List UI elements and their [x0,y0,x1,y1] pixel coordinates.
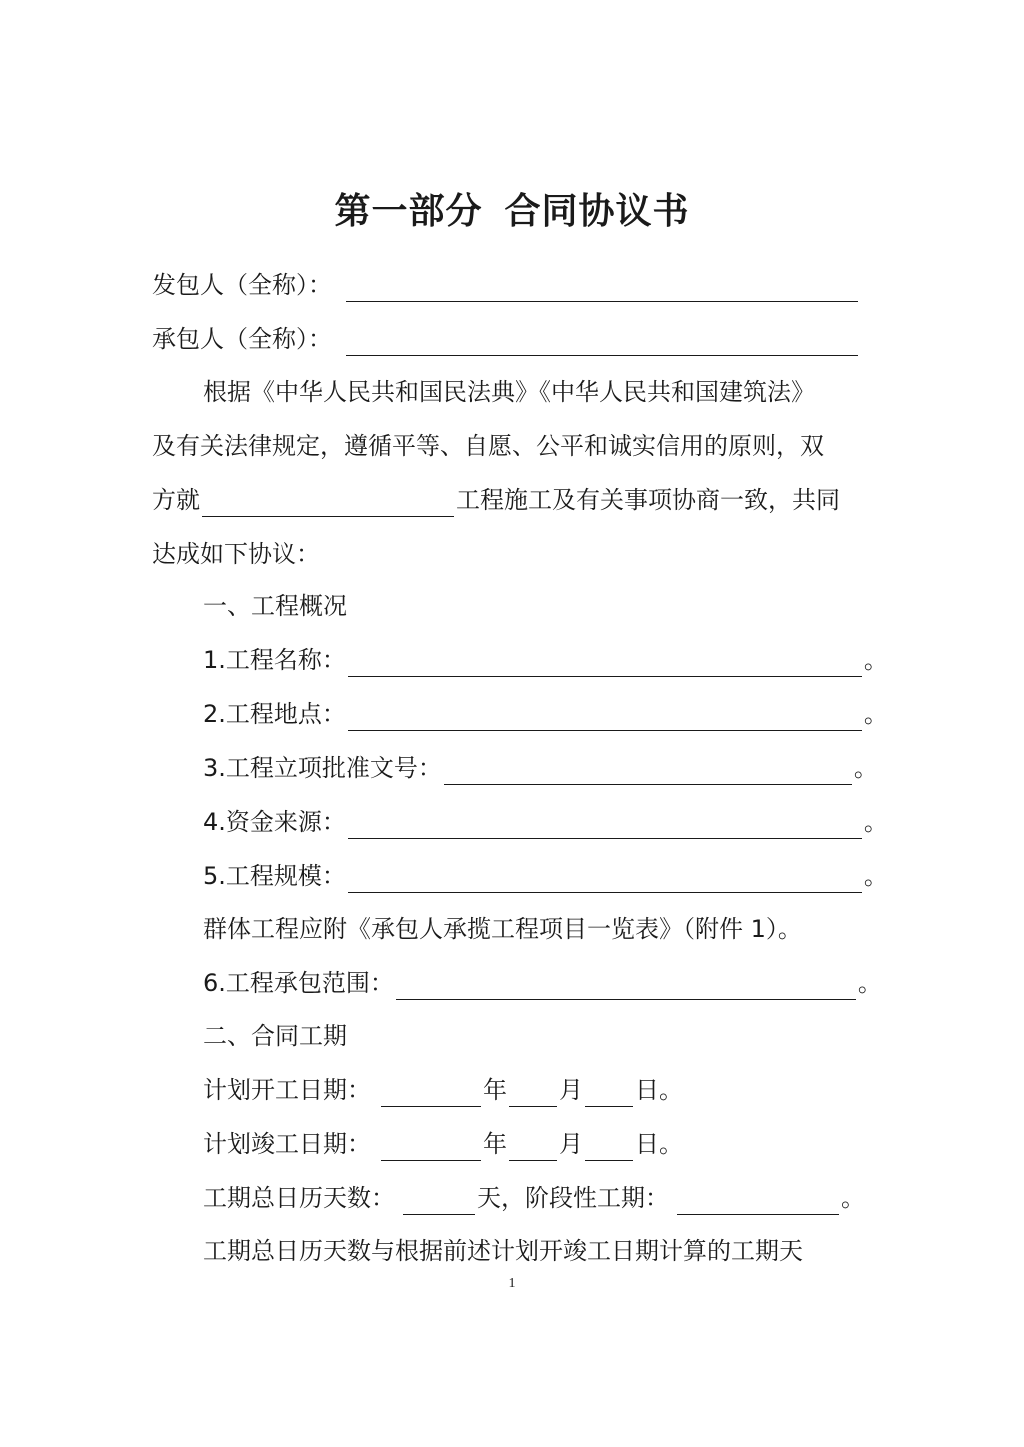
preamble-line-4: 达成如下协议： [152,540,320,568]
duration-note: 工期总日历天数与根据前述计划开竣工日期计算的工期天 [203,1237,803,1265]
section1-heading: 一、工程概况 [203,592,347,620]
project-location-line [203,697,888,731]
project-name-field[interactable] [348,650,862,677]
stage-duration-label: 阶段性工期： [525,1184,669,1212]
duration-line [203,1181,865,1215]
approval-number-label: 3.工程立项批准文号： [203,754,442,782]
approval-number-line [203,751,878,785]
contractor-label: 承包人（全称）： [152,325,332,353]
finish-date-line [203,1127,683,1161]
contract-scope-field[interactable] [396,973,856,1000]
finish-day-field[interactable] [585,1134,633,1161]
preamble-line-1: 根据《中华人民共和国民法典》《中华人民共和国建筑法》 [203,378,815,406]
page-number: 1 [508,1276,516,1291]
finish-month-unit: 月 [559,1130,583,1158]
group-project-note: 群体工程应附《承包人承揽工程项目一览表》（附件 1）。 [203,915,802,943]
duration-unit: 天， [477,1184,525,1212]
start-date-label: 计划开工日期： [203,1076,371,1104]
start-day-unit: 日。 [635,1076,683,1104]
start-date-line [203,1073,683,1107]
approval-number-field[interactable] [444,758,852,785]
finish-date-label: 计划竣工日期： [203,1130,371,1158]
project-scale-end: 。 [863,862,888,890]
contract-scope-end: 。 [857,969,882,997]
contract-scope-label: 6.工程承包范围： [203,969,394,997]
project-location-end: 。 [863,700,888,728]
funding-source-label: 4.资金来源： [203,808,346,836]
funding-source-end: 。 [863,808,888,836]
project-name-line [203,643,888,677]
funding-source-line [203,805,888,839]
project-location-field[interactable] [348,704,862,731]
start-day-field[interactable] [585,1080,633,1107]
finish-month-field[interactable] [509,1134,557,1161]
funding-source-field[interactable] [348,812,862,839]
start-year-unit: 年 [483,1076,507,1104]
preamble-line-3 [152,483,840,517]
finish-year-field[interactable] [381,1134,481,1161]
employer-name-field[interactable] [346,275,858,302]
duration-end: 。 [841,1184,865,1212]
approval-number-end: 。 [853,754,878,782]
document-title [0,183,1024,234]
employer-label: 发包人（全称）： [152,271,332,299]
project-scale-line [203,859,888,893]
contractor-name-field[interactable] [346,329,858,356]
employer-line [152,268,860,302]
stage-duration-field[interactable] [677,1188,839,1215]
start-month-field[interactable] [509,1080,557,1107]
project-scale-field[interactable] [348,866,862,893]
title-name: 合同协议书 [504,191,690,232]
title-part: 第一部分 [334,191,483,232]
contractor-line [152,322,860,356]
project-name-label: 1.工程名称： [203,646,346,674]
duration-days-field[interactable] [403,1188,475,1215]
preamble-line-3-pre: 方就 [152,486,200,514]
preamble-line-2: 及有关法律规定，遵循平等、自愿、公平和诚实信用的原则，双 [152,432,824,460]
finish-year-unit: 年 [483,1130,507,1158]
section2-heading: 二、合同工期 [203,1022,347,1050]
duration-label: 工期总日历天数： [203,1184,395,1212]
preamble-line-3-post: 工程施工及有关事项协商一致，共同 [456,486,840,514]
project-location-label: 2.工程地点： [203,700,346,728]
start-year-field[interactable] [381,1080,481,1107]
start-month-unit: 月 [559,1076,583,1104]
finish-day-unit: 日。 [635,1130,683,1158]
project-name-end: 。 [863,646,888,674]
project-scale-label: 5.工程规模： [203,862,346,890]
project-name-inline-field[interactable] [202,490,454,517]
contract-scope-line [203,966,882,1000]
